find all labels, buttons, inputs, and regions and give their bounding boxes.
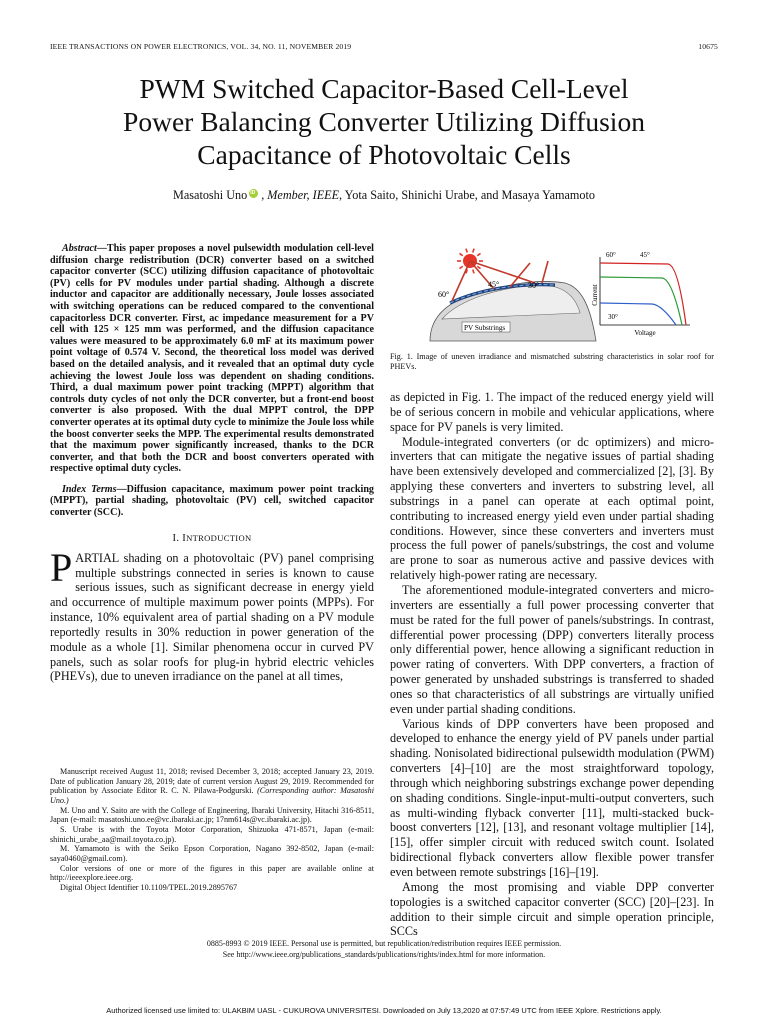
copyright-notice	[40, 939, 728, 960]
copyright-line-1: 0885-8993 © 2019 IEEE. Personal use is permitted, but republication/redistribution requires IEEE permission.	[206, 939, 562, 948]
download-notice: Authorized licensed use limited to: ULAKBIM UASL - CUKUROVA UNIVERSITESI. Downloaded on July 13,2020 at 07:57:49 UTC from IEEE Xplore. Restrictions apply.	[106, 1006, 662, 1015]
curve-label-60: 60°	[606, 251, 616, 259]
section-title-initial: I	[182, 532, 187, 544]
page-number: 10675	[698, 42, 718, 51]
orcid-icon[interactable]	[249, 189, 258, 198]
index-terms-text: —Diffusion capacitance, maximum power point tracking (MPPT), partial shading, photovoltaic (PV) cell, switched capacitor converter (SCC).	[50, 483, 374, 519]
figure-1-caption: Fig. 1. Image of uneven irradiance and mismatched substring characteristics in solar roof for PHEVs.	[390, 352, 714, 371]
current-axis-label: Current	[591, 284, 599, 306]
footnote-affiliation-3: M. Yamamoto is with the Seiko Epson Corporation, Nagano 392-8502, Japan (e-mail: saya0460@gmail.com).	[50, 844, 374, 863]
angle-45-left: 45°	[488, 280, 500, 289]
curve-label-45: 45°	[640, 251, 650, 259]
iv-chart	[591, 251, 690, 337]
section-title-rest: NTRODUCTION	[186, 532, 252, 543]
first-author: Masatoshi Uno	[173, 188, 248, 202]
car-illustration	[430, 281, 596, 341]
left-column	[50, 243, 374, 684]
paper-title	[40, 72, 728, 171]
sun-ray	[477, 266, 480, 268]
pv-substrings-label: PV Substrings	[464, 324, 506, 332]
section-number: I.	[172, 532, 180, 544]
right-column	[390, 390, 714, 939]
sun-ray	[477, 253, 480, 255]
membership: Member, IEEE	[267, 188, 340, 202]
footnote-affiliation-1: M. Uno and Y. Saito are with the College of Engineering, Ibaraki University, Hitachi 316-8511, Japan (e-mail: masatoshi.uno.ee@vc.ibaraki.ac.jp; 17nm614s@vc.ibaraki.ac.jp).	[50, 805, 374, 825]
sun-ray	[459, 253, 462, 255]
dropcap: P	[50, 544, 73, 590]
right-paragraph-4: Various kinds of DPP converters have been proposed and developed to enhance the energy yield of PV panels under partial shading. Nonisolated bidirectional pulsewidth modulation (PWM) converters [4]–[10] are the most straightforward topology, through which neighboring substrings exchange power depending on shading conditions. Single-input-multi-output converters, such as multi-winding flyback converter [11], multi-stacked buck-boost converters [12], [13], and resonant voltage multiplier [14], [15], offer simpler circuit with reduced switch count. Isolated bidirectional flyback converters allow flexible power transfer even between remote substrings [16]–[19].	[390, 716, 714, 879]
author-list: Masatoshi UnoiD , Member, IEEE, Yota Saito, Shinichi Urabe, and Masaya Yamamoto	[40, 188, 728, 203]
footnote-manuscript-text: Manuscript received August 11, 2018; revised December 3, 2018; accepted January 23, 2019. Date of publication January 28, 2019; date of current version August 29, 2019. Recommended for publication by Associate Editor R. C. N. Pilawa-Podgurski.	[50, 767, 374, 796]
sun-ray	[473, 270, 474, 274]
sun-ray	[466, 249, 467, 253]
corresponding-author: (Corresponding author: Masatoshi Uno.)	[50, 786, 375, 805]
other-authors: , Yota Saito, Shinichi Urabe, and Masaya Yamamoto	[339, 188, 595, 202]
index-terms-label: Index Terms	[62, 483, 117, 495]
footnotes	[50, 767, 374, 893]
abstract	[50, 243, 374, 475]
copyright-line-2: See http://www.ieee.org/publications_standards/publications/rights/index.html for more information.	[222, 949, 546, 959]
journal-info: IEEE TRANSACTIONS ON POWER ELECTRONICS, VOL. 34, NO. 11, NOVEMBER 2019	[50, 42, 352, 51]
right-paragraph-3: The aforementioned module-integrated converters and micro-inverters are essentially a full power processing converter that must be rated for the full power of panels/substrings. In contrast, differential power processing (DPP) converters literally process only differential power, hence allowing a significant reduction in power rating of converters. With DPP converters, a fraction of power generated by unshaded substrings is transferred to shaded ones so that characteristics of all substrings are virtually unified even under partial shading conditions.	[390, 582, 714, 716]
right-paragraph-5: Among the most promising and viable DPP converter topologies is a switched capacitor converter (SCC) [20]–[23]. In addition to their simple circuit and simple operation principle, SCCs	[390, 879, 714, 939]
figure-1-graphic	[390, 243, 714, 343]
index-terms	[50, 484, 374, 519]
abstract-label: Abstract	[62, 243, 97, 254]
right-paragraph-2: Module-integrated converters (or dc optimizers) and micro-inverters that can mitigate the negative issues of partial shading have been extensively developed and commercialized [2], [3]. By applying these converters and inverters to substring level, all substrings in a panel can operate at each optimal point, contributing to increased energy yield even under partial shading conditions. However, since these converters and inverters must process the full power of panels/substrings, the cost and volume are prone to soar as numerous active and passive devices with relatively high-power rating are necessary.	[390, 434, 714, 583]
voltage-axis-label: Voltage	[634, 329, 656, 337]
footnote-color: Color versions of one or more of the figures in this paper are available online at http://ieeexplore.ieee.org.	[50, 863, 374, 883]
sun-ray	[473, 249, 474, 253]
intro-text: ARTIAL shading on a photovoltaic (PV) panel comprising multiple substrings connected in series is known to cause serious issues, such as significant decrease in energy yield and occurrence of multiple maximum power points (MPPs). For instance, 10% equivalent area of partial shading on a PV module reportedly results in 30% reduction in power generation of the module as a whole [1]. Similar phenomena occur in curved PV panels, such as solar roofs for plug-in hybrid electric vehicles (PHEVs), due to uneven irradiance on the panel at all times,	[50, 550, 374, 684]
footnote-affiliation-2: S. Urabe is with the Toyota Motor Corporation, Shizuoka 471-8571, Japan (e-mail: shinichi_urabe_aa@mail.toyota.co.jp).	[50, 824, 374, 844]
footnote-doi: Digital Object Identifier 10.1109/TPEL.2019.2895767	[60, 882, 238, 892]
title-line-1: PWM Switched Capacitor-Based Cell-Level	[139, 73, 629, 104]
right-paragraph-1: as depicted in Fig. 1. The impact of the reduced energy yield will be of serious concern in mobile and vehicular applications, where space for PV panels is very limited.	[390, 390, 714, 434]
title-line-3: Capacitance of Photovoltaic Cells	[197, 139, 571, 170]
sun-ray	[459, 266, 462, 268]
abstract-text: —This paper proposes a novel pulsewidth modulation cell-level diffusion charge redistribution (DCR) converter based on a switched capacitor converter (SCC) utilizing diffusion capacitance of photovoltaic (PV) cells for PV modules under partial shading. Although a discrete inductor and capacitor are additionally necessary, Joule losses associated with switching operations can be reduced compared to the conventional capacitorless DCR converter. First, ac impedance measurement for a PV cell with 125 × 125 mm was performed, and the diffusion capacitance values were measured to be approximately 6.0 mF at its maximum power point voltage of 0.574 V. Second, the theoretical loss model was derived based on the detailed analysis, and it revealed that an optimal duty cycle achieving the lowest Joule loss was dependent on shading conditions. Third, a dual maximum power point tracking (MPPT) algorithm that controls duty cycles of not only the DCR converter, but a front-end boost converter is also proposed. With the dual MPPT control, the DPP converter operates at its optimal duty cycle to minimize the Joule loss while the boost converter seeks the MPP. The experimental results demonstrated that the maximum power significantly increased, thanks to the DCR converter, and that both the DCR and boost converters operated with respective optimal duty cycles.	[50, 243, 374, 475]
angle-60-left: 60°	[438, 290, 450, 299]
footnote-manuscript	[50, 767, 374, 806]
section-heading	[50, 533, 374, 544]
angle-30-left: 30°	[528, 281, 540, 290]
curve-label-30: 30°	[608, 313, 618, 321]
figure-1	[390, 243, 714, 343]
running-head	[50, 42, 718, 56]
intro-paragraph	[50, 544, 374, 685]
title-line-2: Power Balancing Converter Utilizing Diffusion	[123, 106, 645, 137]
